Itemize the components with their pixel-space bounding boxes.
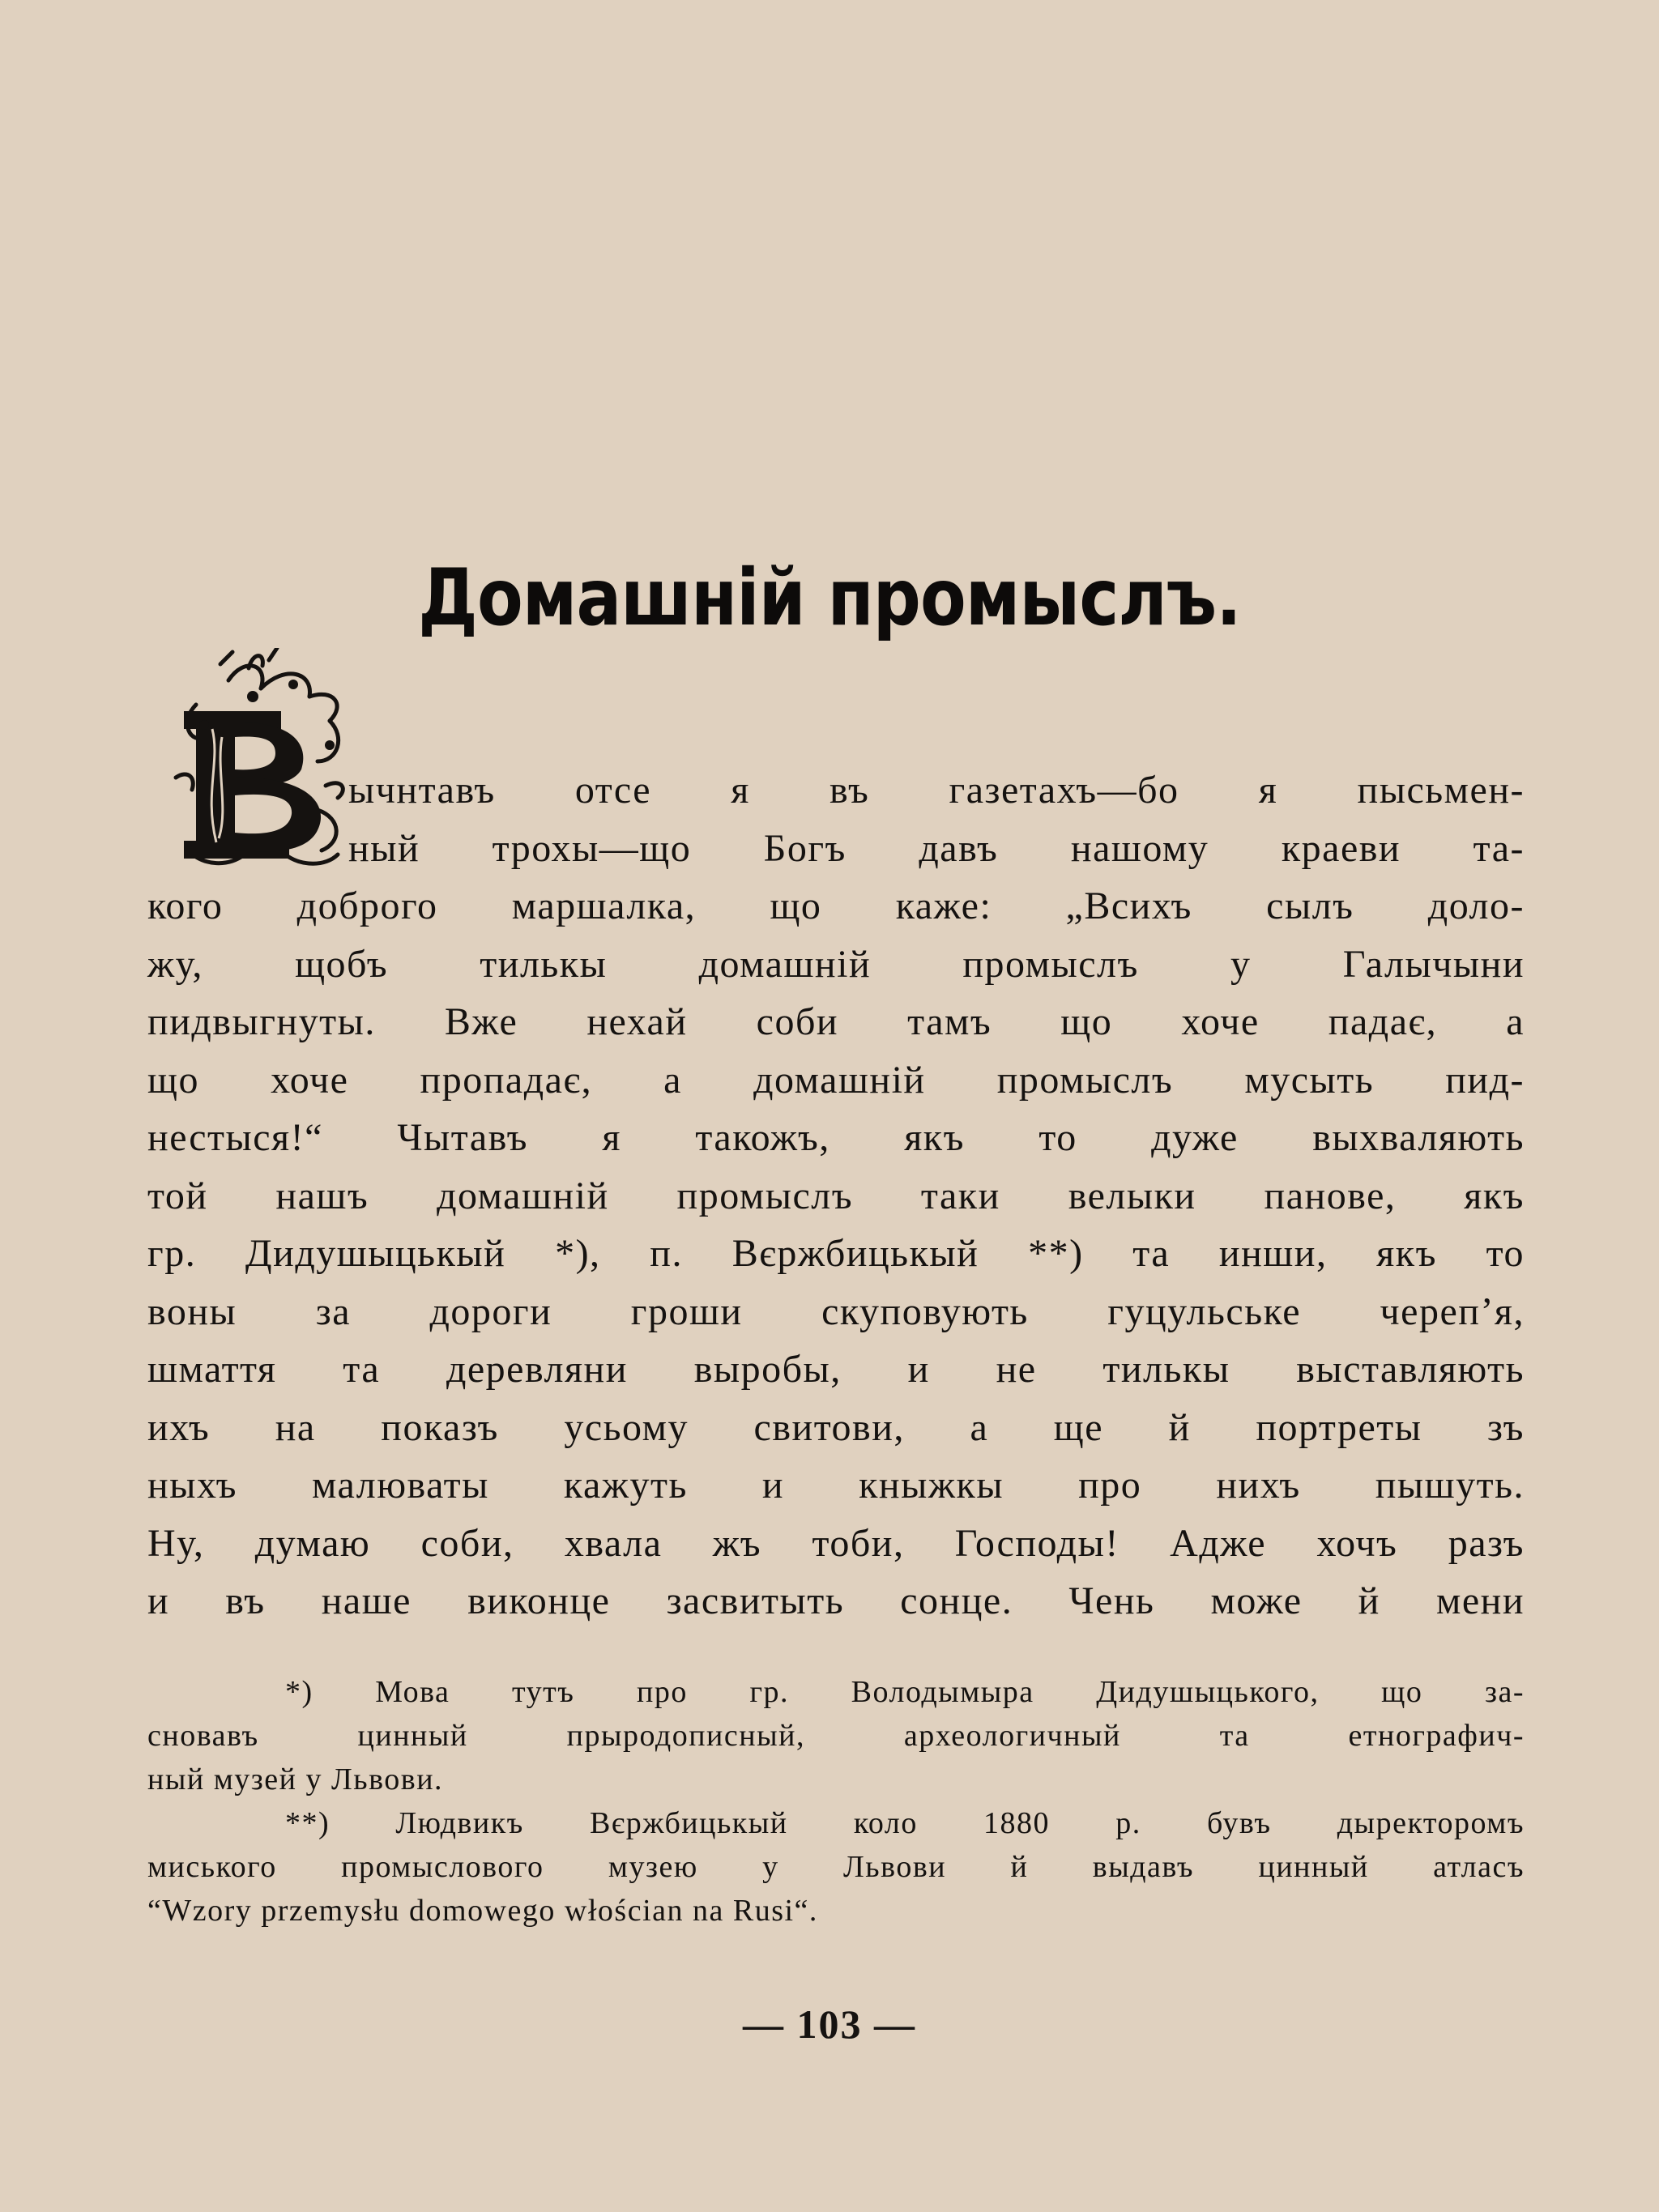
footnotes	[147, 1670, 1525, 1933]
text-line: що хоче пропадає, а домашній промыслъ мусыть пид-	[147, 1058, 1525, 1102]
text-line: ихъ на показъ усьому свитови, а ще й портреты зъ	[147, 1405, 1525, 1449]
body-text	[147, 761, 1525, 1630]
text-line: пидвыгнуты. Вже нехай соби тамъ що хоче падає, а	[147, 1000, 1525, 1043]
text-line: и въ наше виконце засвитыть сонце. Чень може й мени	[147, 1579, 1525, 1622]
chapter-title: Домашній промыслъ.	[418, 552, 1241, 643]
footnote-line: сновавъ цинный прыродописный, археологичный та етнографич-	[147, 1719, 1525, 1753]
footnote-line: ный музей у Львови.	[147, 1762, 444, 1796]
page-number: — 103 —	[743, 2001, 916, 2047]
footnote-line: *) Мова тутъ про гр. Володымыра Дидушыцького, що за-	[285, 1675, 1525, 1709]
text-line: шмаття та деревляни выробы, и не тилькы выставляють	[147, 1348, 1525, 1391]
text-line: той нашъ домашній промыслъ таки велыки панове, якъ	[147, 1174, 1525, 1217]
text-line: Ну, думаю соби, хвала жъ тоби, Господы! Адже хочъ разъ	[147, 1521, 1525, 1565]
text-line: жу, щобъ тилькы домашній промыслъ у Галычыни	[147, 942, 1525, 986]
footnote-line: “Wzory przemysłu domowego włościan na Rusi“.	[147, 1894, 818, 1928]
footnote-line: миського промыслового музею у Львови й выдавъ цинный атласъ	[147, 1850, 1525, 1884]
text-line: кого доброго маршалка, що каже: „Всихъ сылъ доло-	[147, 884, 1525, 927]
text-line: ычнтавъ отсе я въ газетахъ—бо я пысьмен-	[348, 769, 1525, 812]
text-line: гр. Дидушыцькый *), п. Вєржбицькый **) та инши, якъ то	[147, 1232, 1525, 1275]
text-line: ныхъ малюваты кажуть и кныжкы про нихъ пышуть.	[147, 1464, 1525, 1507]
text-line: воны за дороги гроши скуповують гуцульське черепʼя,	[147, 1289, 1525, 1333]
footnote-line: **) Людвикъ Вєржбицькый коло 1880 р. бувъ дыректоромъ	[285, 1806, 1525, 1840]
text-line: нестыся!“ Чытавъ я такожъ, якъ то дуже выхваляють	[147, 1116, 1525, 1159]
text-line: ный трохы—що Богъ давъ нашому краеви та-	[348, 826, 1525, 870]
